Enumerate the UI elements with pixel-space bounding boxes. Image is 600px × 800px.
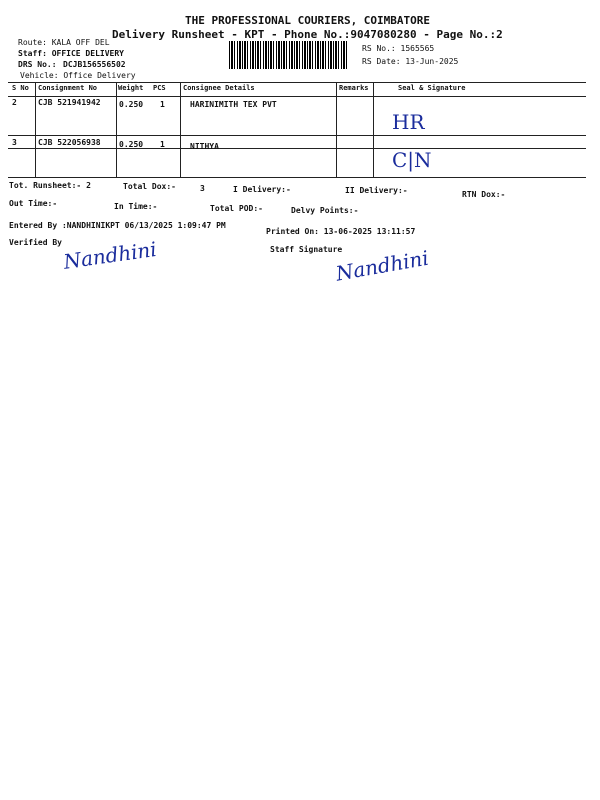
i-delivery: I Delivery:- (233, 185, 291, 194)
col-header-seal: Seal & Signature (398, 84, 466, 92)
total-runsheet: Tot. Runsheet:- 2 (9, 181, 91, 190)
barcode (229, 41, 347, 69)
drs-value: DCJB156556502 (63, 60, 126, 69)
row-consignee: NITHYA (190, 142, 219, 151)
total-pod: Total POD:- (210, 204, 263, 213)
row-pcs: 1 (160, 100, 165, 109)
staff-signature-label: Staff Signature (270, 245, 343, 254)
row-seal-signature: HR (392, 110, 425, 134)
col-header-weight: Weight (118, 84, 144, 92)
row-consignment: CJB 521941942 (38, 98, 101, 107)
document-subtitle: Delivery Runsheet - KPT - Phone No.:9047080280 - Page No.:2 (112, 28, 503, 41)
col-divider-2 (116, 82, 117, 178)
staff-signature: Nandhini (334, 245, 431, 286)
verified-by: Verified By (9, 238, 62, 247)
route-text: Route: KALA OFF DEL (18, 38, 110, 47)
col-header-sno: S No (12, 84, 29, 92)
table-top-border (8, 82, 586, 83)
row-pcs: 1 (160, 140, 165, 149)
row-divider-2 (8, 148, 586, 149)
staff-text: Staff: OFFICE DELIVERY (18, 49, 124, 58)
col-divider-5 (373, 82, 374, 178)
row-seal-signature: C|N (392, 148, 432, 172)
entered-by: Entered By :NANDHINIKPT 06/13/2025 1:09:47 PM (9, 221, 226, 230)
verified-signature: Nandhini (62, 236, 159, 274)
drs-label: DRS No.: (18, 60, 57, 69)
row-sno: 3 (12, 138, 17, 147)
row-consignment: CJB 522056938 (38, 138, 101, 147)
printed-on: Printed On: 13-06-2025 13:11:57 (266, 227, 416, 236)
col-header-remarks: Remarks (339, 84, 369, 92)
document-title: THE PROFESSIONAL COURIERS, COIMBATORE (185, 14, 431, 27)
vehicle-text: Vehicle: Office Delivery (20, 71, 136, 80)
row-sno: 2 (12, 98, 17, 107)
col-divider-1 (35, 82, 36, 178)
row-divider-1 (8, 135, 586, 136)
rs-number: RS No.: 1565565 (362, 44, 435, 53)
total-dox-label: Total Dox:- (123, 182, 176, 191)
col-header-consignee: Consignee Details (183, 84, 255, 92)
table-bottom-border (8, 177, 586, 178)
total-dox-value: 3 (200, 184, 205, 193)
table-header-border (8, 96, 586, 97)
row-weight: 0.250 (119, 140, 144, 149)
in-time: In Time:- (114, 202, 158, 211)
col-header-pcs: PCS (153, 84, 166, 92)
out-time: Out Time:- (9, 199, 58, 208)
delivery-points: Delvy Points:- (291, 206, 359, 215)
col-divider-3 (180, 82, 181, 178)
row-consignee: HARINIMITH TEX PVT (190, 100, 277, 109)
col-header-consignment: Consignment No (38, 84, 98, 92)
rs-date: RS Date: 13-Jun-2025 (362, 57, 459, 66)
row-weight: 0.250 (119, 100, 144, 109)
ii-delivery: II Delivery:- (345, 186, 408, 195)
col-divider-4 (336, 82, 337, 178)
rtn-dox: RTN Dox:- (462, 190, 506, 199)
